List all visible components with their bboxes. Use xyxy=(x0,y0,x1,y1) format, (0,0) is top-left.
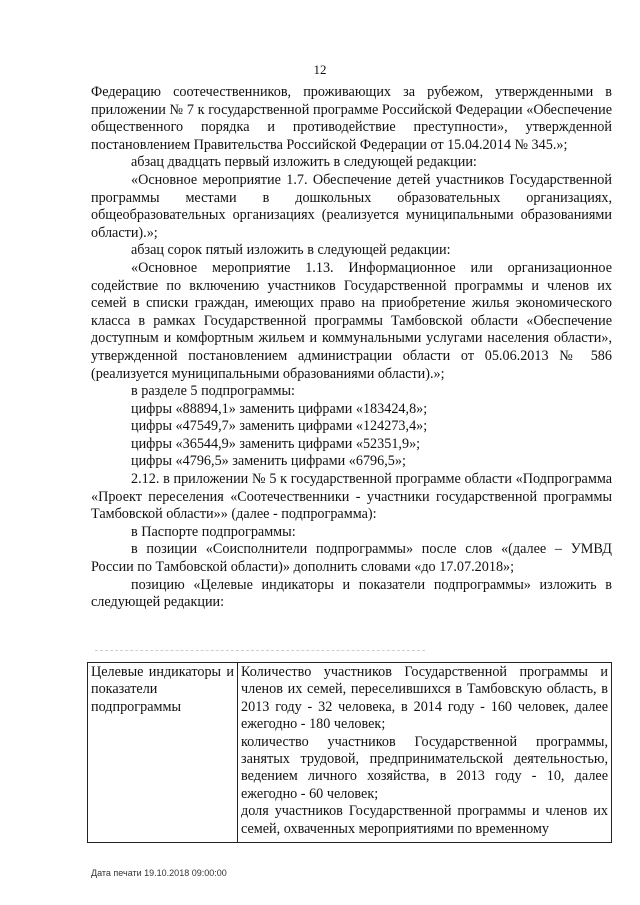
paragraph: «Основное мероприятие 1.7. Обеспечение детей участников Государственной программы местами в дошкольных образовательных организациях, общеобразовательных организациях (реализуется муниципальными образованиями области).»; xyxy=(91,171,612,241)
paragraph: абзац сорок пятый изложить в следующей редакции: xyxy=(131,242,451,259)
print-date: Дата печати 19.10.2018 09:00:00 xyxy=(91,868,227,878)
indicator-line: доля участников Государственной программы и членов их семей, охваченных мероприятиями по временному xyxy=(241,803,608,837)
paragraph: 2.12. в приложении № 5 к государственной программе области «Подпрограмма «Проект переселения «Соотечественники - участники государственной программы Тамбовской области»» (далее - подпрограмма): xyxy=(91,471,612,523)
paragraph: в разделе 5 подпрограммы: xyxy=(131,383,295,400)
faint-separator xyxy=(95,650,425,652)
indicators-table xyxy=(87,662,612,843)
table-cell-name: Целевые индикаторы и показатели подпрограммы xyxy=(88,663,238,843)
page-number: 12 xyxy=(313,62,327,77)
paragraph: цифры «88894,1» заменить цифрами «183424,8»; xyxy=(131,400,428,417)
paragraph: Федерацию соотечественников, проживающих за рубежом, утвержденными в приложении № 7 к государственной программе Российской Федерации «Обеспечение общественного порядка и противодействие преступности», утвержденной постановлением Правительства Российской Федерации от 15.04.2014 № 345.»; xyxy=(91,84,612,153)
paragraph: в Паспорте подпрограммы: xyxy=(131,523,296,540)
paragraph: цифры «4796,5» заменить цифрами «6796,5»; xyxy=(131,453,406,470)
paragraph: цифры «47549,7» заменить цифрами «124273,4»; xyxy=(131,418,428,435)
indicator-line: количество участников Государственной программы, занятых трудовой, предпринимательской деятельностью, ведением личного хозяйства, в 2013 году - 10, далее ежегодно - 60 человек; xyxy=(241,733,608,802)
paragraph: абзац двадцать первый изложить в следующей редакции: xyxy=(131,154,477,171)
table-row xyxy=(88,663,612,843)
paragraph: «Основное мероприятие 1.13. Информационное или организационное содействие по включению участников Государственной программы и членов их семей в списки граждан, имеющих право на приобретение жилья экономического класса в рамках Государственной программы Тамбовской области «Обеспечение доступным и комфортным жильем и коммунальными услугами населения области», утвержденной постановлением администрации области от 05.06.2013 № 586 (реализуется муниципальными образованиями области).»; xyxy=(91,259,612,382)
paragraph: позицию «Целевые индикаторы и показатели подпрограммы» изложить в следующей редакции: xyxy=(91,576,612,611)
document-body xyxy=(91,84,612,612)
paragraph: в позиции «Соисполнители подпрограммы» после слов «(далее – УМВД России по Тамбовской области)» дополнить словами «до 17.07.2018»; xyxy=(91,541,612,576)
indicator-line: Количество участников Государственной программы и членов их семей, переселившихся в Тамбовскую область, в 2013 году - 32 человека, в 2014 году - 160 человек, далее ежегодно - 180 человек; xyxy=(241,664,608,733)
table-cell-value xyxy=(238,663,612,843)
paragraph: цифры «36544,9» заменить цифрами «52351,9»; xyxy=(131,435,421,452)
